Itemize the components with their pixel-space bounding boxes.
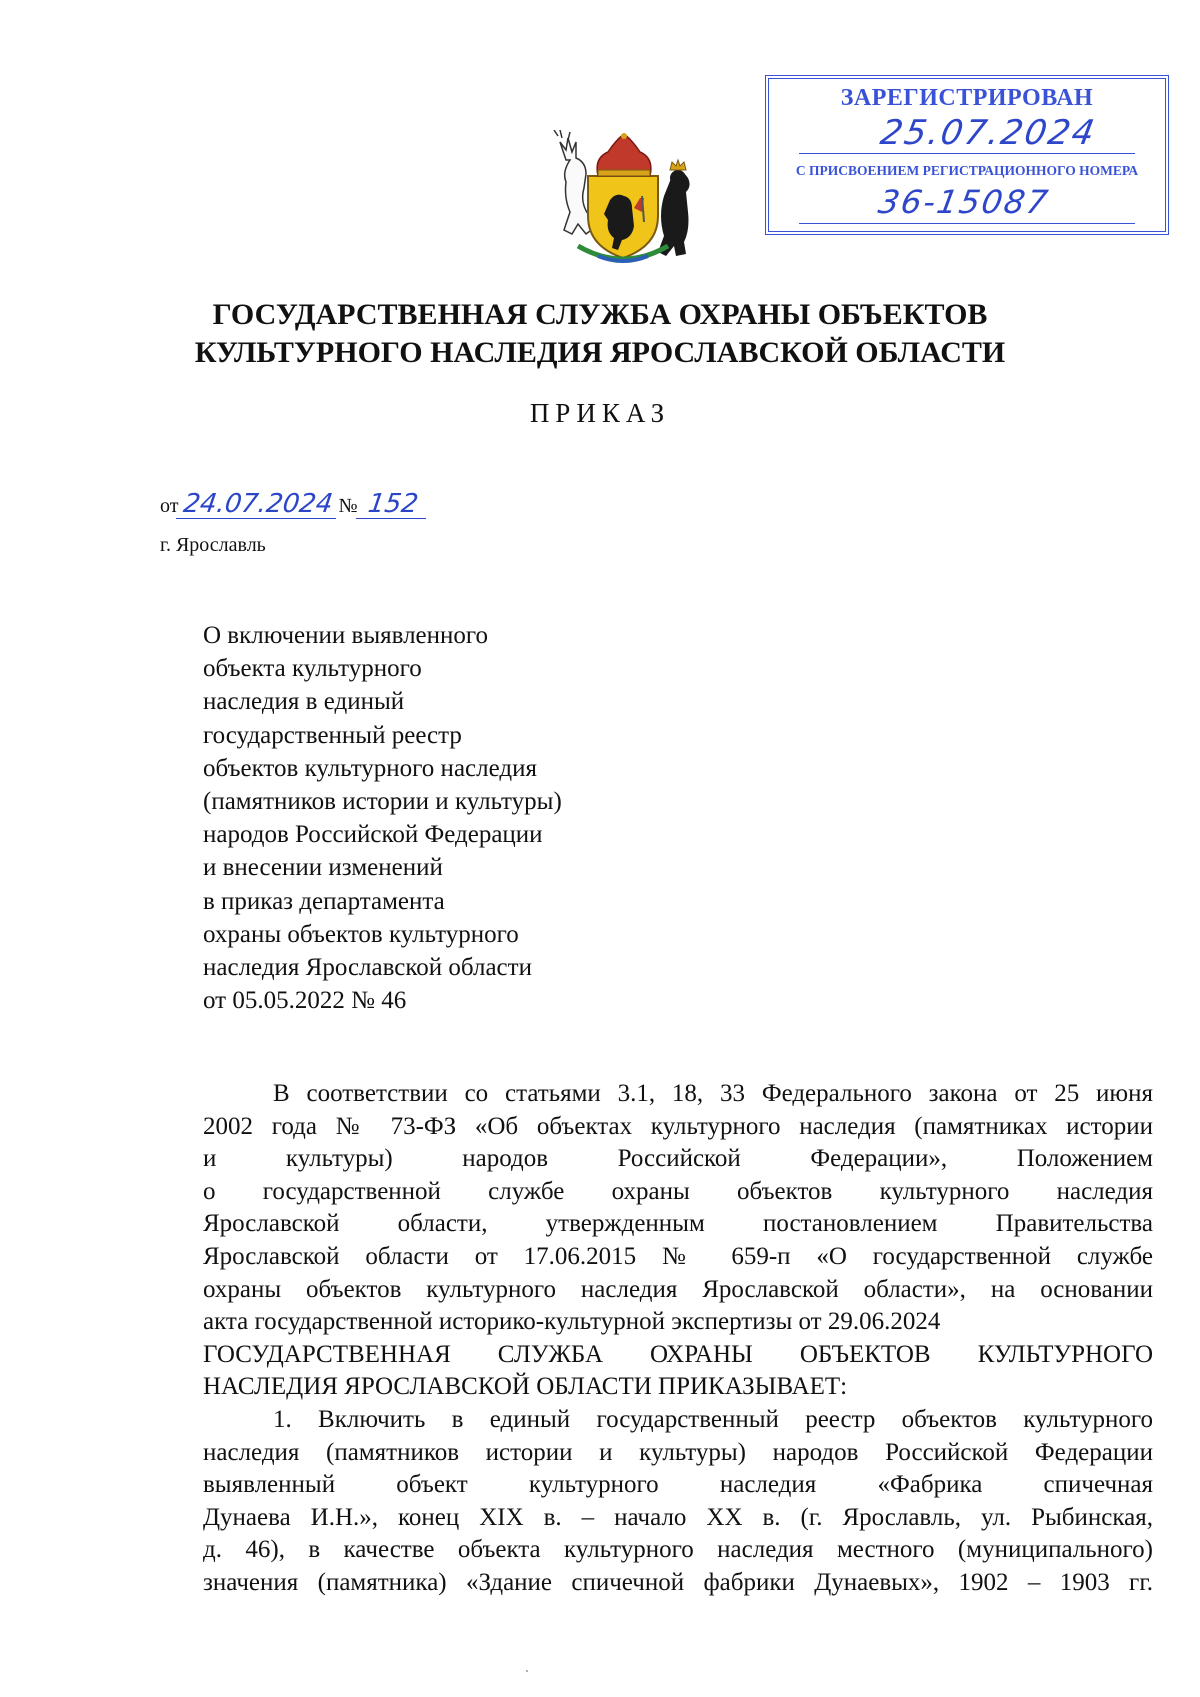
subject-line: народов Российской Федерации (203, 821, 543, 849)
subject-line: наследия в единый (203, 688, 405, 716)
scan-speck (526, 1670, 528, 1672)
stamp-date: 25.07.2024 (877, 113, 1100, 153)
subject-line: охраны объектов культурного (203, 920, 519, 948)
subject-line: государственный реестр (203, 721, 462, 749)
body-line: и культуры) народов Российской Федерации», Положением (203, 1145, 1153, 1173)
decree-heading (203, 1339, 1153, 1404)
subject-line: объекта культурного (203, 655, 422, 683)
preamble-paragraph (203, 1078, 1153, 1339)
body-line: о государственной службе охраны объектов культурного наследия (203, 1177, 1153, 1205)
subject-line: наследия Ярославской области (203, 954, 532, 982)
body-line: акта государственной историко-культурной экспертизы от 29.06.2024 (203, 1308, 941, 1336)
subject-line: от 05.05.2022 № 46 (203, 987, 407, 1015)
yaroslavl-coat-of-arms-icon (548, 130, 698, 266)
order-date: 24.07.2024 (176, 490, 340, 519)
stamp-subtitle: С ПРИСВОЕНИЕМ РЕГИСТРАЦИОННОГО НОМЕРА (795, 163, 1139, 178)
decree-line: ГОСУДАРСТВЕННАЯ СЛУЖБА ОХРАНЫ ОБЪЕКТОВ КУЛЬТУРНОГО (203, 1340, 1153, 1368)
body-line: выявленный объект культурного наследия «Фабрика спичечная (203, 1471, 1153, 1499)
order-number: 152 (356, 490, 430, 519)
agency-name (100, 296, 1100, 372)
body-line: 2002 года № 73-ФЗ «Об объектах культурного наследия (памятниках истории (203, 1112, 1153, 1140)
stamp-divider (799, 223, 1135, 224)
body-line: наследия (памятников истории и культуры) народов Российской Федерации (203, 1438, 1153, 1466)
decree-line: НАСЛЕДИЯ ЯРОСЛАВСКОЙ ОБЛАСТИ ПРИКАЗЫВАЕТ: (203, 1373, 848, 1401)
from-label: от (160, 495, 179, 517)
order-subject (203, 619, 663, 1017)
stamp-divider (799, 153, 1135, 154)
body-line: В соответствии со статьями 3.1, 18, 33 Федерального закона от 25 июня (273, 1080, 1153, 1107)
decree-item-1 (203, 1404, 1153, 1600)
body-line: Ярославской области от 17.06.2015 № 659-п «О государственной службе (203, 1242, 1153, 1270)
stamp-registration-number: 36-15087 (875, 183, 1053, 221)
document-type: ПРИКАЗ (529, 398, 671, 428)
body-line: д. 46), в качестве объекта культурного наследия местного (муниципального) (203, 1536, 1153, 1564)
subject-line: О включении выявленного (203, 622, 489, 649)
body-line: охраны объектов культурного наследия Ярославской области», на основании (203, 1275, 1153, 1303)
subject-line: (памятников истории и культуры) (203, 788, 562, 816)
subject-line: в приказ департамента (203, 887, 445, 915)
subject-line: и внесении изменений (203, 854, 443, 882)
body-line: Дунаева И.Н.», конец XIX в. – начало XX в. (г. Ярославль, ул. Рыбинская, (203, 1503, 1153, 1531)
registration-stamp (765, 75, 1169, 235)
order-body (203, 1078, 1153, 1600)
agency-name-line: КУЛЬТУРНОГО НАСЛЕДИЯ ЯРОСЛАВСКОЙ ОБЛАСТИ (194, 336, 1006, 369)
subject-line: объектов культурного наследия (203, 754, 537, 782)
body-line: 1. Включить в единый государственный реестр объектов культурного (273, 1405, 1153, 1433)
number-label: № (338, 495, 358, 517)
body-line: Ярославской области, утвержденным постановлением Правительства (203, 1210, 1153, 1238)
agency-name-line: ГОСУДАРСТВЕННАЯ СЛУЖБА ОХРАНЫ ОБЪЕКТОВ (212, 298, 988, 331)
body-line: значения (памятника) «Здание спичечной фабрики Дунаевых», 1902 – 1903 гг. (203, 1568, 1153, 1596)
order-city: г. Ярославль (160, 534, 266, 556)
stamp-title: ЗАРЕГИСТРИРОВАН (840, 85, 1094, 111)
order-date-number (160, 490, 428, 519)
